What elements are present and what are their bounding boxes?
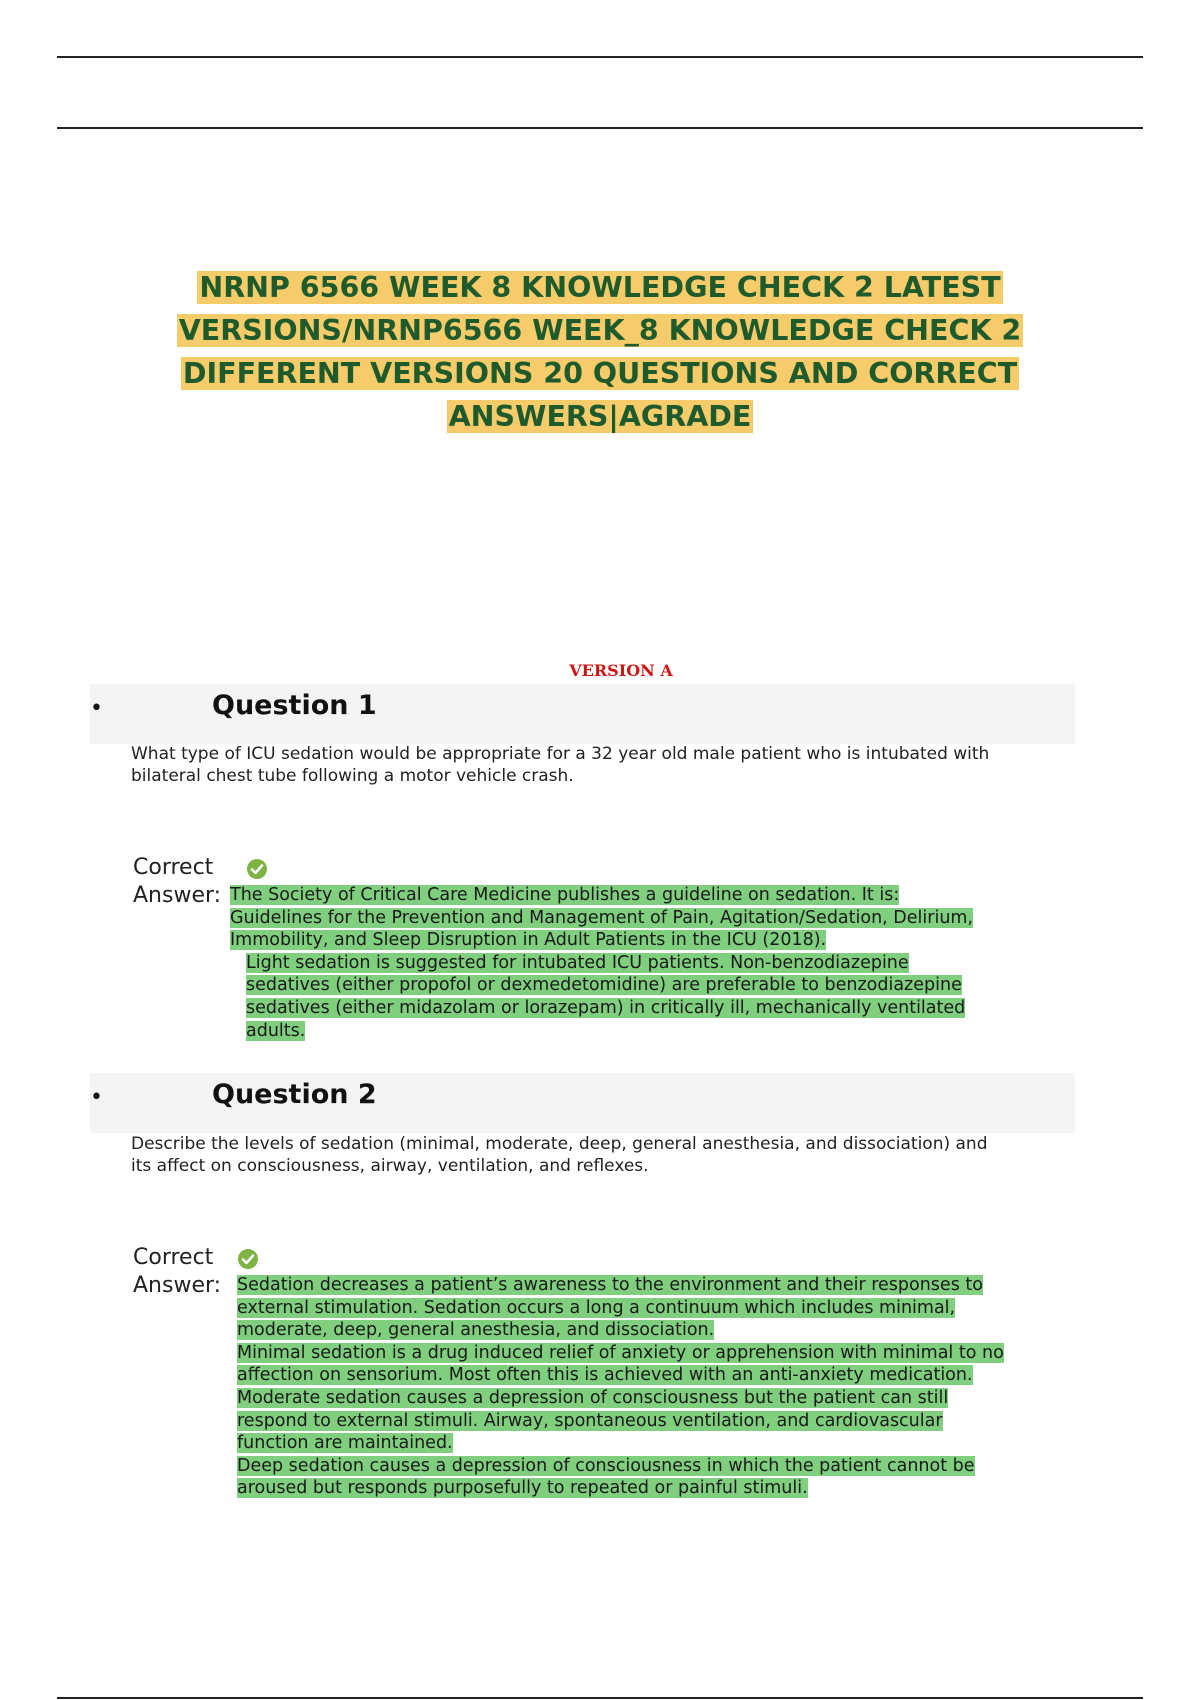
answer-label: Answer: [133,883,222,908]
version-label: VERSION A [569,661,673,680]
bullet: • [90,1085,103,1110]
question-1-answer [230,884,992,1042]
bottom-divider [57,1697,1143,1699]
answer-paragraph [246,952,992,1042]
answer-text: Minimal sedation is a drug induced relief of anxiety or apprehension with minimal to no affection on sensorium. Most often this is achieved with an anti-anxiety medication. [237,1342,1004,1386]
bullet: • [90,696,103,721]
answer-paragraph [237,1455,1007,1500]
answer-paragraph [237,1387,1007,1455]
correct-answer-label [133,854,221,910]
top-divider-1 [57,56,1143,58]
document-title-text: NRNP 6566 WEEK 8 KNOWLEDGE CHECK 2 LATEST VERSIONS/NRNP6566 WEEK_8 KNOWLEDGE CHECK 2 DIFFERENT VERSIONS 20 QUESTIONS AND CORRECT ANSWERS|AGRADE [178,271,1022,433]
question-2-answer [237,1274,1007,1500]
correct-label: Correct [133,1245,214,1270]
answer-text: Deep sedation causes a depression of consciousness in which the patient cannot be aroused but responds purposefully to repeated or painful stimuli. [237,1455,975,1499]
question-2-header [90,1073,1075,1133]
answer-paragraph [230,884,992,952]
top-divider-2 [57,127,1143,129]
correct-answer-label [133,1244,221,1300]
answer-text: Moderate sedation causes a depression of consciousness but the patient can still respond to external stimuli. Airway, spontaneous ventilation, and cardiovascular function are maintained. [237,1387,949,1454]
check-circle-icon [237,1248,259,1270]
answer-paragraph [237,1274,1007,1342]
answer-label: Answer: [133,1273,222,1298]
question-2-text: Describe the levels of sedation (minimal, moderate, deep, general anesthesia, and dissociation) and its affect on consciousness, airway, ventilation, and reflexes. [131,1134,988,1176]
question-1-header [90,684,1075,744]
question-1-title: Question 1 [212,690,377,721]
question-2-title: Question 2 [212,1079,377,1110]
answer-text: The Society of Critical Care Medicine publishes a guideline on sedation. It is: Guidelines for the Prevention and Management of Pain, Agitation/Sedation, Delirium, Immobility, and Sleep Disruption in Adult Patients in the ICU (2018). [230,885,974,951]
document-title [150,266,1050,438]
question-1-text: What type of ICU sedation would be appropriate for a 32 year old male patient who is intubated with bilateral chest tube following a motor vehicle crash. [131,744,990,786]
answer-text: Sedation decreases a patient’s awareness to the environment and their responses to external stimulation. Sedation occurs a long a continuum which includes minimal, moderate, deep, general anesthesia, and dissociation. [237,1275,983,1341]
correct-label: Correct [133,855,214,880]
answer-text: Light sedation is suggested for intubated ICU patients. Non-benzodiazepine sedatives (either propofol or dexmedetomidine) are preferable to benzodiazepine sedatives (either midazolam or lorazepam) in critically ill, mechanically ventilated adults. [246,952,966,1041]
answer-paragraph [237,1342,1007,1387]
check-circle-icon [246,858,268,880]
